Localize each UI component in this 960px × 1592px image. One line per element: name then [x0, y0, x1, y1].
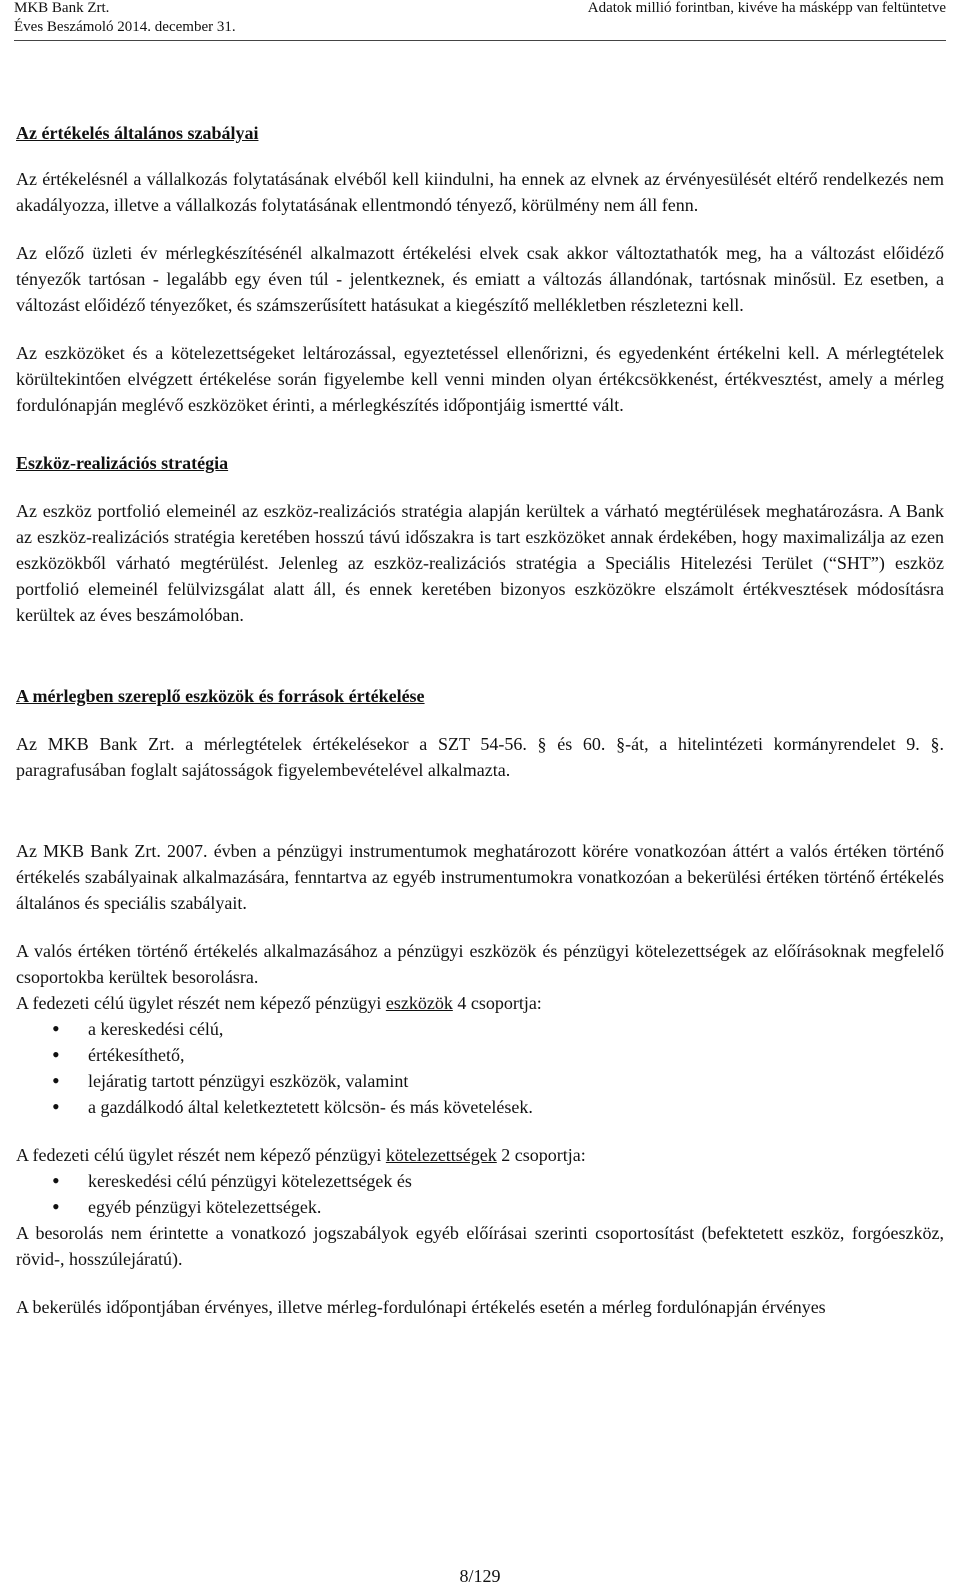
paragraph: A bekerülés időpontjában érvényes, illetve mérleg-fordulónapi értékelés esetén a mérleg fordulónapján érvényes: [16, 1297, 826, 1317]
assets-intro: A fedezeti célú ügylet részét nem képező pénzügyi eszközök 4 csoportja:: [16, 993, 542, 1013]
report-title: Éves Beszámoló 2014. december 31.: [14, 19, 236, 35]
list-item: • a kereskedési célú,: [16, 1016, 944, 1042]
page-header: [14, 0, 946, 41]
liabilities-list: [16, 1168, 944, 1220]
liabilities-intro: A fedezeti célú ügylet részét nem képező pénzügyi kötelezettségek 2 csoportja:: [16, 1145, 586, 1165]
company-name: MKB Bank Zrt.: [14, 0, 110, 16]
document-body: [16, 120, 944, 1320]
paragraph: Az értékelésnél a vállalkozás folytatásának elvéből kell kiindulni, ha ennek az elvnek az érvényesülését eltérő rendelkezés nem akadályozza, illetve a vállalkozás folytatásának ellentmondó tényező, körülmény nem áll fenn.: [16, 169, 944, 215]
heading-balance-valuation: A mérlegben szereplő eszközök és források értékelése: [16, 686, 425, 706]
paragraph: A besorolás nem érintette a vonatkozó jogszabályok egyéb előírásai szerinti csoportosítást (befektetett eszköz, forgóeszköz, rövid-, hosszúlejáratú).: [16, 1223, 944, 1269]
list-item: • a gazdálkodó által keletkeztetett kölcsön- és más követelések.: [16, 1094, 944, 1120]
paragraph: A valós értéken történő értékelés alkalmazásához a pénzügyi eszközök és pénzügyi kötelezettségek az előírásoknak megfelelő csoportokba kerültek besorolásra.: [16, 941, 944, 987]
list-item: • egyéb pénzügyi kötelezettségek.: [16, 1194, 944, 1220]
units-note: Adatok millió forintban, kivéve ha másképp van feltüntetve: [587, 0, 946, 16]
assets-list: [16, 1016, 944, 1120]
list-item: • értékesíthető,: [16, 1042, 944, 1068]
paragraph: Az MKB Bank Zrt. 2007. évben a pénzügyi instrumentumok meghatározott körére vonatkozóan áttért a valós értéken történő értékelés szabályainak alkalmazására, fenntartva az egyéb instrumentumokra vonatkozóan a bekerülési értéken történő értékelés általános és speciális szabályait.: [16, 841, 944, 913]
paragraph: Az MKB Bank Zrt. a mérlegtételek értékelésekor a SZT 54-56. § és 60. §-át, a hitelintézeti kormányrendelet 9. §. paragrafusában foglalt sajátosságok figyelembevételével alkalmazta.: [16, 734, 944, 780]
paragraph: Az eszköz portfolió elemeinél az eszköz-realizációs stratégia alapján kerültek a várható megtérülések meghatározásra. A Bank az eszköz-realizációs stratégia keretében hosszú távú időszakra is tart eszközöket annak érdekében, hogy maximalizálja az ezen eszközökből várható megtérülést. Jelenleg az eszköz-realizációs stratégia a Speciális Hitelezési Terület (“SHT”) eszköz portfolió elemeinél felülvizsgálat alatt áll, és ennek keretében bizonyos eszközökre elszámolt értékvesztések módosításra kerültek az éves beszámolóban.: [16, 501, 944, 625]
page-number: 8/129: [459, 1566, 501, 1586]
paragraph: Az eszközöket és a kötelezettségeket leltározással, egyeztetéssel ellenőrizni, és egyedenként értékelni kell. A mérlegtételek körültekintően elvégzett értékelése során figyelembe kell venni minden olyan értékcsökkenést, értékvesztést, amely a mérleg fordulónapján meglévő eszközöket érinti, a mérlegkészítés időpontjáig ismertté vált.: [16, 343, 944, 415]
heading-asset-realization: Eszköz-realizációs stratégia: [16, 453, 229, 473]
list-item: • kereskedési célú pénzügyi kötelezettségek és: [16, 1168, 944, 1194]
list-item: • lejáratig tartott pénzügyi eszközök, valamint: [16, 1068, 944, 1094]
paragraph: Az előző üzleti év mérlegkészítésénél alkalmazott értékelési elvek csak akkor változtathatók meg, ha a változást előidéző tényezők tartósan - legalább egy éven túl - jelentkeznek, és emiatt a változás állandónak, tartósnak minősül. Ez esetben, a változást előidéző tényezőket, és számszerűsített hatásukat a kiegészítő mellékletben részletezni kell.: [16, 243, 944, 315]
heading-general-rules: Az értékelés általános szabályai: [16, 123, 259, 143]
